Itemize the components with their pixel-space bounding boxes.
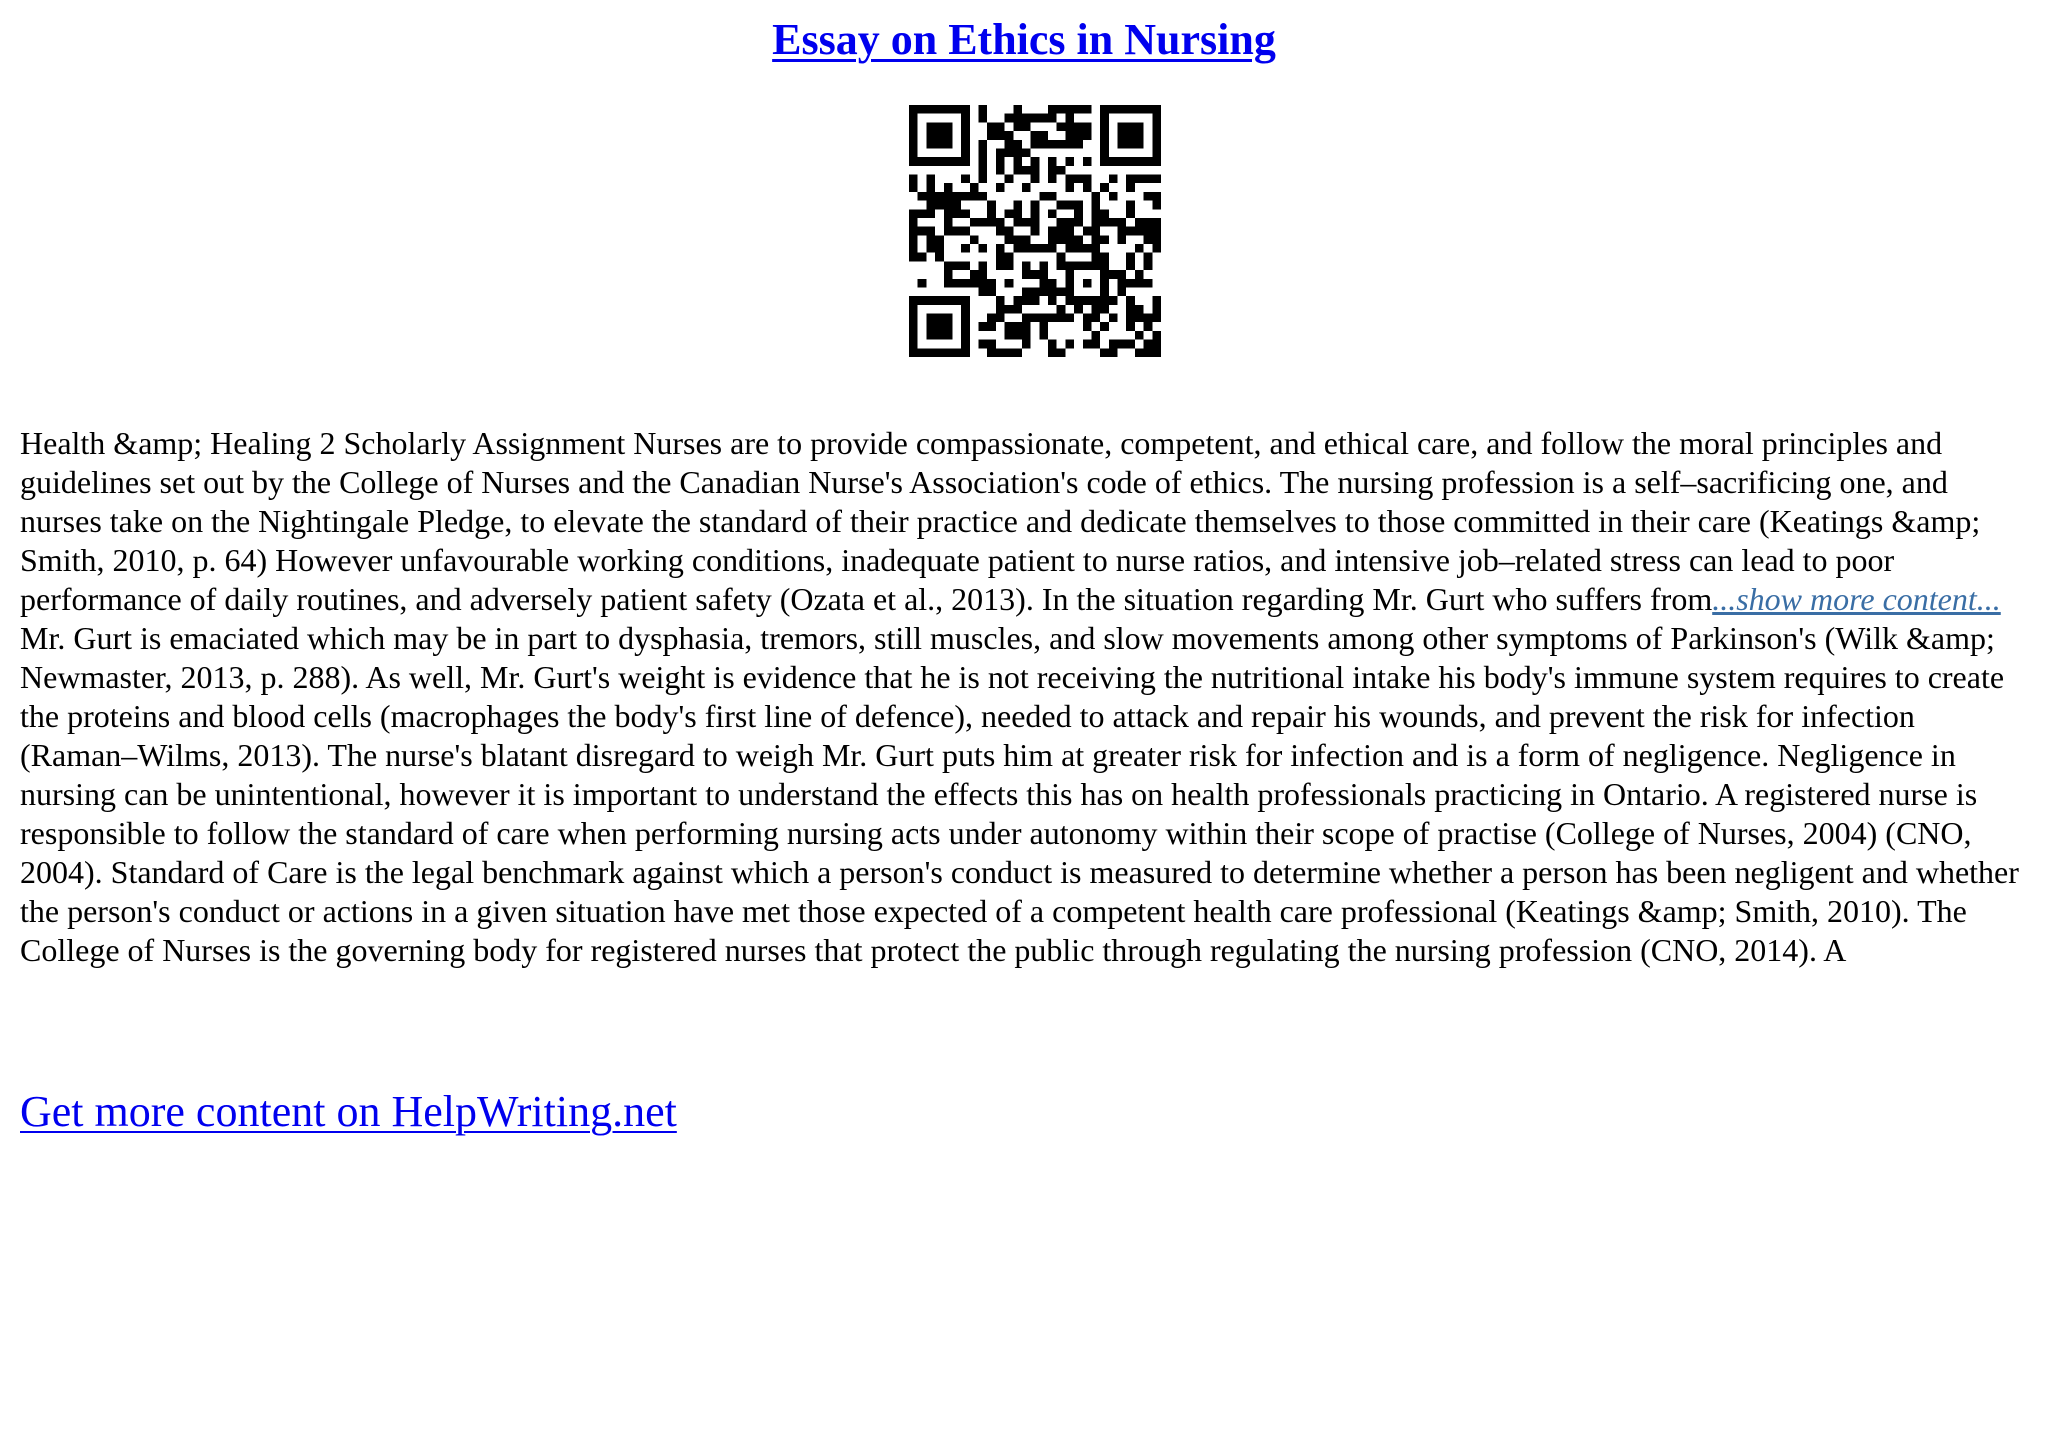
essay-paragraph-2: Mr. Gurt is emaciated which may be in part to dysphasia, tremors, still muscles, and slow movements among other symptoms of Parkinson's (Wilk &amp; Newmaster, 2013, p. 288). As well, Mr. Gurt's weight is evidence that he is not receiving the nutritional intake his body's immune system requires to create the proteins and blood cells (macrophages the body's first line of defence), needed to attack and repair his wounds, and prevent the risk for infection (Raman–Wilms, 2013). The nurse's blatant disregard to weigh Mr. Gurt puts him at greater risk for infection and is a form of negligence. Negligence in nursing can be unintentional, however it is important to understand the effects this has on health professionals practicing in Ontario. A registered nurse is responsible to follow the standard of care when performing nursing acts under autonomy within their scope of practise (College of Nurses, 2004) (CNO, 2004). Standard of Care is the legal benchmark against which a person's conduct is measured to determine whether a person has been negligent and whether the person's conduct or actions in a given situation have met those expected of a competent health care professional (Keatings &amp; Smith, 2010). The College of Nurses is the governing body for registered nurses that protect the public through regulating the nursing profession (CNO, 2014). A bbox=[20, 620, 2019, 968]
essay-paragraph-1 bbox=[20, 424, 2032, 619]
title-container bbox=[0, 14, 2048, 65]
essay-title-link[interactable]: Essay on Ethics in Nursing bbox=[772, 15, 1276, 64]
show-more-link[interactable]: ...show more content... bbox=[1712, 581, 2001, 617]
qr-code-graphic bbox=[909, 105, 1161, 357]
qr-code bbox=[909, 105, 1161, 357]
essay-body bbox=[20, 424, 2032, 970]
helpwriting-link[interactable]: Get more content on HelpWriting.net bbox=[20, 1087, 677, 1136]
paragraph-1-text: Health &amp; Healing 2 Scholarly Assignment Nurses are to provide compassionate, competent, and ethical care, and follow the moral principles and guidelines set out by the College of Nurses and the Canadian Nurse's Association's code of ethics. The nursing profession is a self–sacrificing one, and nurses take on the Nightingale Pledge, to elevate the standard of their practice and dedicate themselves to those committed in their care (Keatings &amp; Smith, 2010, p. 64) However unfavourable working conditions, inadequate patient to nurse ratios, and intensive job–related stress can lead to poor performance of daily routines, and adversely patient safety (Ozata et al., 2013). In the situation regarding Mr. Gurt who suffers from bbox=[20, 425, 1981, 617]
